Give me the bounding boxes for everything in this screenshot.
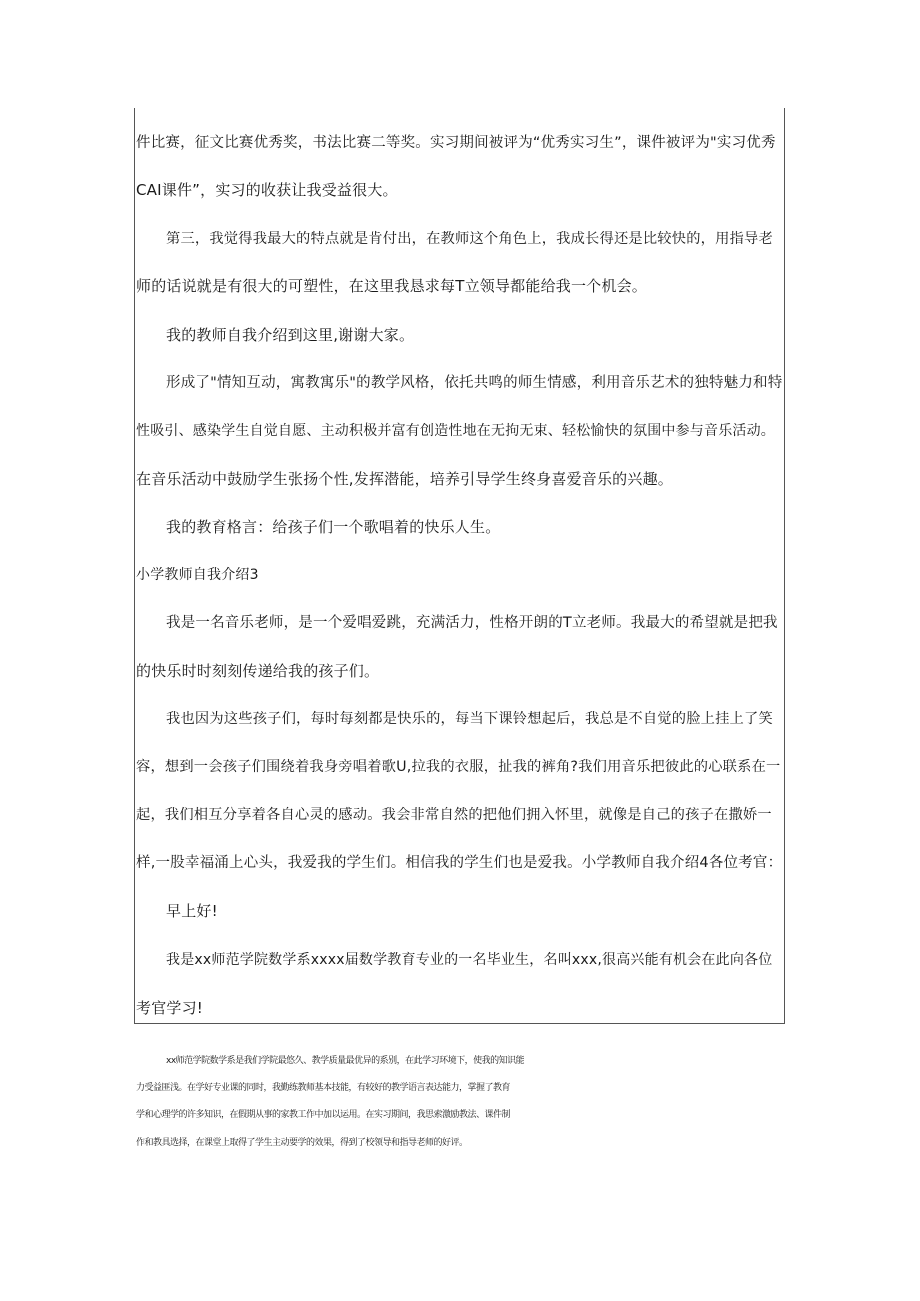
paragraph-line: 样,一股幸福涌上心头，我爱我的学生们。相信我的学生们也是爱我。小学教师自我介绍4各位考官： <box>136 855 783 871</box>
paragraph-line: 在音乐活动中鼓励学生张扬个性,发挥潜能，培养引导学生终身喜爱音乐的兴趣。 <box>136 470 673 488</box>
paragraph-line: 我是xx师范学院数学系xxxx届数学教育专业的一名毕业生，名叫xxx,很高兴能有机会在此向各位 <box>166 952 773 968</box>
paragraph-line: 我的教师自我介绍到这里,谢谢大家。 <box>166 326 415 344</box>
paragraph-line: 力受益匪浅。在学好专业课的同时，我勤练教师基本技能，有较好的教学语言表达能力，掌握了教育 <box>136 1083 511 1093</box>
paragraph-line: 我的教育格言：给孩子们一个歌唱着的快乐人生。 <box>166 518 501 536</box>
paragraph-line: 容，想到一会孩子们围绕着我身旁唱着歌U,拉我的衣服，扯我的裤角?我们用音乐把彼此的心联系在一 <box>136 759 781 775</box>
paragraph-line: 我也因为这些孩子们，每时每刻都是快乐的，每当下课铃想起后，我总是不自觉的脸上挂上了笑 <box>166 711 773 727</box>
paragraph-line: 形成了"情知互动，寓教寓乐"的教学风格，依托共鸣的师生情感，利用音乐艺术的独特魅力和特 <box>166 375 783 391</box>
paragraph-line: CAI课件”，实习的收获让我受益很大。 <box>136 181 398 199</box>
paragraph-line: 学和心理学的许多知识，在假期从事的家教工作中加以运用。在实习期间，我思索激励教法、课件制 <box>136 1110 511 1120</box>
paragraph-line: 性吸引、感染学生自觉自愿、主动积极并富有创造性地在无拘无束、轻松愉快的氛围中参与音乐活动。 <box>136 423 775 439</box>
paragraph-line: 第三，我觉得我最大的特点就是肯付出，在教师这个角色上，我成长得还是比较快的，用指导老 <box>166 231 773 247</box>
paragraph-line: xx师范学院数学系是我们学院最悠久、教学质量最优异的系别，在此学习环境下，使我的知识能 <box>166 1056 525 1066</box>
paragraph-line: 早上好! <box>166 902 218 920</box>
paragraph-line: 起，我们相互分享着各自心灵的感动。我会非常自然的把他们拥入怀里，就像是自己的孩子在撒娇一 <box>136 807 772 823</box>
section-heading: 小学教师自我介绍3 <box>136 567 259 583</box>
paragraph-line: 作和教具选择，在课堂上取得了学生主动要学的效果，得到了校领导和指导老师的好评。 <box>136 1138 468 1148</box>
paragraph-line: 我是一名音乐老师，是一个爱唱爱跳，充满活力，性格开朗的T立老师。我最大的希望就是把我 <box>166 615 778 631</box>
paragraph-line: 件比赛，征文比赛优秀奖，书法比赛二等奖。实习期间被评为“优秀实习生”，课件被评为"实习优秀 <box>136 135 776 151</box>
paragraph-line: 师的话说就是有很大的可塑性，在这里我恳求每T立领导都能给我一个机会。 <box>136 277 647 295</box>
paragraph-line: 的快乐时时刻刻传递给我的孩子们。 <box>136 662 380 680</box>
paragraph-line: 考官学习! <box>136 999 204 1017</box>
